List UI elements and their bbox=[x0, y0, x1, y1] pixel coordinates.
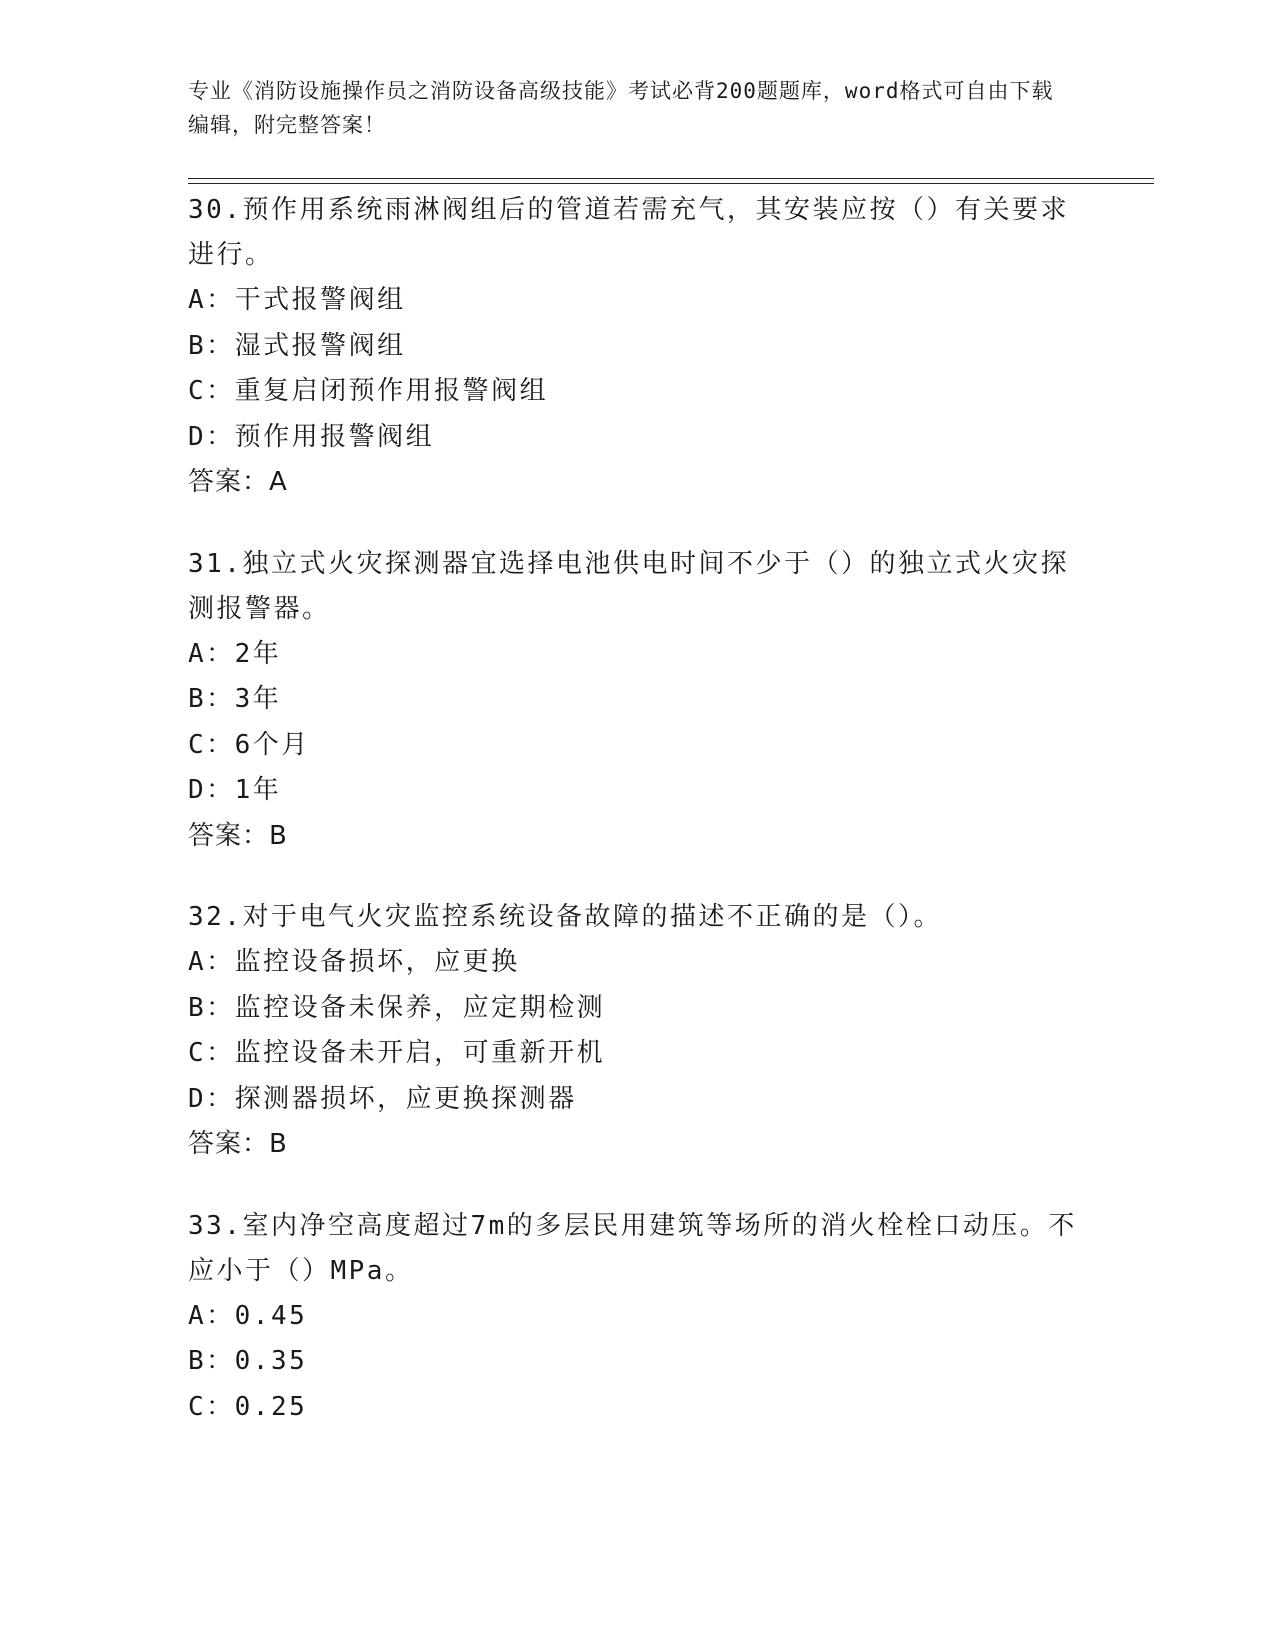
option-d: D：探测器损坏，应更换探测器 bbox=[188, 1083, 577, 1114]
answer: 答案：B bbox=[188, 820, 288, 851]
option-b: B：监控设备未保养，应定期检测 bbox=[188, 992, 606, 1023]
option-b: B：0.35 bbox=[188, 1346, 308, 1376]
question-stem: 32.对于电气火灾监控系统设备故障的描述不正确的是（）。 bbox=[188, 902, 942, 932]
document-header: 专业《消防设施操作员之消防设备高级技能》考试必背200题题库，word格式可自由下载编辑，附完整答案！ bbox=[188, 79, 1054, 137]
header-rule-bottom bbox=[188, 183, 1154, 184]
question-stem: 30.预作用系统雨淋阀组后的管道若需充气，其安装应按（）有关要求进行。 bbox=[188, 195, 1069, 270]
option-d: D：1年 bbox=[188, 775, 282, 805]
option-d: D：预作用报警阀组 bbox=[188, 421, 435, 452]
question-33 bbox=[188, 1204, 1088, 1431]
option-a: A：2年 bbox=[188, 638, 282, 669]
answer: 答案：B bbox=[188, 1129, 288, 1159]
option-c: C：监控设备未开启，可重新开机 bbox=[188, 1038, 606, 1068]
question-stem: 31.独立式火灾探测器宜选择电池供电时间不少于（）的独立式火灾探测报警器。 bbox=[188, 548, 1069, 624]
question-32 bbox=[188, 895, 1088, 1168]
option-a: A：监控设备损坏，应更换 bbox=[188, 947, 520, 977]
question-31 bbox=[188, 542, 1088, 860]
header-rule-top bbox=[188, 178, 1154, 179]
option-a: A：0.45 bbox=[188, 1300, 308, 1331]
option-b: B：湿式报警阀组 bbox=[188, 330, 406, 361]
option-c: C：0.25 bbox=[188, 1391, 308, 1422]
option-a: A：干式报警阀组 bbox=[188, 285, 406, 315]
question-30 bbox=[188, 188, 1088, 506]
question-list bbox=[188, 188, 1088, 1466]
option-b: B：3年 bbox=[188, 684, 282, 714]
answer: 答案：A bbox=[188, 467, 288, 497]
question-stem: 33.室内净空高度超过7m的多层民用建筑等场所的消火栓栓口动压。不应小于（）MPa。 bbox=[188, 1210, 1077, 1286]
option-c: C：6个月 bbox=[188, 729, 310, 760]
option-c: C：重复启闭预作用报警阀组 bbox=[188, 376, 549, 406]
